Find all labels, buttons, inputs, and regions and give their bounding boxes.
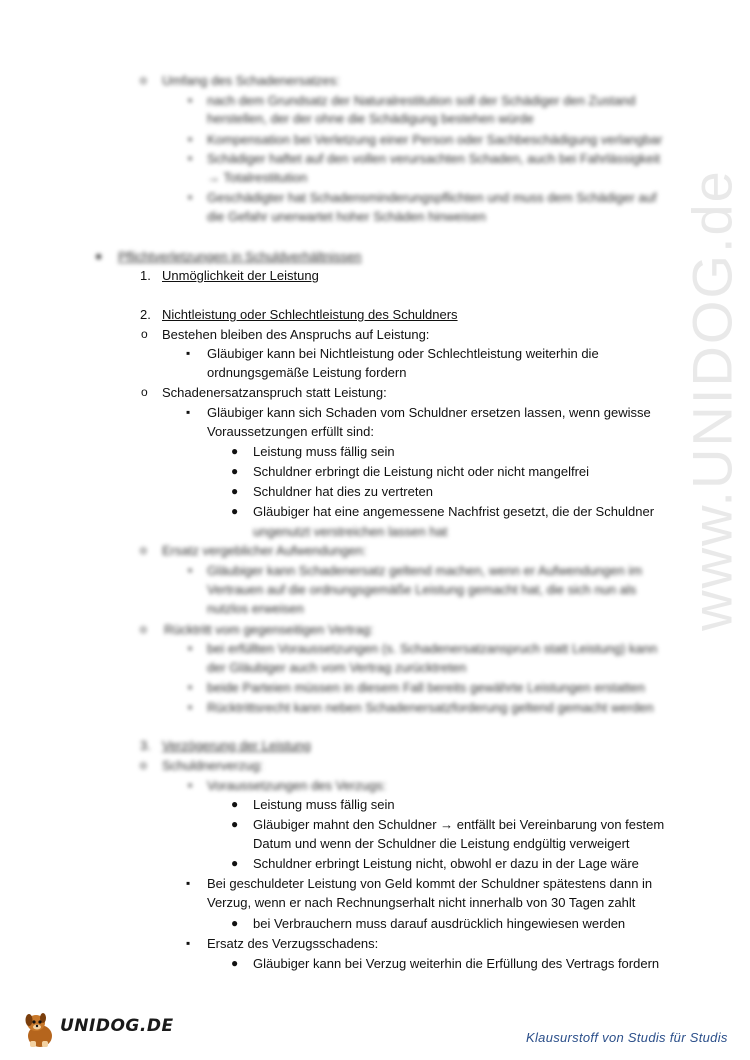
blurred-heading: Umfang des Schadenersatzes: <box>162 73 340 88</box>
square-bullet-icon: ▪ <box>188 680 193 694</box>
text-line: bei Verbrauchern muss darauf ausdrücklich hingewiesen werden <box>253 916 626 931</box>
blurred-heading: Rücktritt vom gegenseitigen Vertrag: <box>164 622 374 637</box>
item-number: 2. <box>140 307 151 322</box>
text-line: Gläubiger kann sich Schaden vom Schuldner ersetzen lassen, wenn gewisse <box>207 405 651 420</box>
text-line: ordnungsgemäße Leistung fordern <box>207 365 407 380</box>
text-line: Bei geschuldeter Leistung von Geld kommt der Schuldner spätestens dann in <box>207 876 653 891</box>
blurred-line: Vertrauen auf die ordnungsgemäße Leistung gemacht hat, die sich nun als <box>207 582 637 597</box>
blurred-heading: Verzögerung der Leistung <box>162 738 311 753</box>
blurred-line: die Gefahr unerwartet hoher Schäden hinweisen <box>207 209 486 224</box>
blurred-line: nutzlos erweisen <box>207 601 304 616</box>
verzug-condition: Leistung muss fällig sein <box>253 797 395 812</box>
condition-item: Schuldner erbringt die Leistung nicht oder nicht mangelfrei <box>253 464 590 479</box>
condition-item: Gläubiger hat eine angemessene Nachfrist gesetzt, die der Schuldner <box>253 504 655 519</box>
blurred-line: herstellen, der der ohne die Schädigung bestehen würde <box>207 111 534 126</box>
blurred-line: → Totalrestitution <box>207 170 308 185</box>
circle-bullet-icon: o <box>141 327 148 341</box>
bullet-icon: ● <box>231 856 239 870</box>
blurred-line: der Gläubiger auch vom Vertrag zurücktreten <box>207 660 467 675</box>
subheading-verzugsschaden: Ersatz des Verzugsschadens: <box>207 936 379 951</box>
circle-bullet-icon: o <box>140 622 147 636</box>
blurred-line: bei erfüllten Voraussetzungen (s. Schadenersatzanspruch statt Leistung) kann <box>207 641 658 656</box>
square-bullet-icon: ▪ <box>188 641 193 655</box>
blurred-line: Gläubiger kann Schadenersatz geltend machen, wenn er Aufwendungen im <box>207 563 643 578</box>
condition-item: Schuldner hat dies zu vertreten <box>253 484 433 499</box>
blurred-heading: Voraussetzungen des Verzugs: <box>207 778 387 793</box>
square-bullet-icon: ▪ <box>186 346 191 360</box>
bullet-icon: ● <box>231 956 239 970</box>
blurred-line: beide Parteien müssen in diesem Fall bereits gewährte Leistungen erstatten <box>207 680 645 695</box>
blurred-line: nach dem Grundsatz der Naturalrestitution soll der Schädiger den Zustand <box>207 93 636 108</box>
logo-text: UNIDOG.DE <box>60 1016 174 1036</box>
blurred-line: Geschädigter hat Schadensminderungspflichten und muss dem Schädiger auf <box>207 190 657 205</box>
dog-mascot-icon <box>22 1010 60 1050</box>
square-bullet-icon: ▪ <box>188 151 193 165</box>
unidog-logo <box>22 1010 174 1050</box>
verzug-condition: Gläubiger mahnt den Schuldner → entfällt bei Vereinbarung von festem <box>253 817 665 832</box>
text-line: Gläubiger kann bei Verzug weiterhin die Erfüllung des Vertrags fordern <box>253 956 660 971</box>
item-number: 1. <box>140 268 151 283</box>
square-bullet-icon: ▪ <box>188 778 193 792</box>
condition-item: Leistung muss fällig sein <box>253 444 395 459</box>
heading-nichtleistung: Nichtleistung oder Schlechtleistung des Schuldners <box>162 307 458 322</box>
bullet-icon: ● <box>231 504 239 518</box>
blurred-line: Schädiger haftet auf den vollen verursachten Schaden, auch bei Fahrlässigkeit <box>207 151 661 166</box>
section-title: Pflichtverletzungen in Schuldverhältnissen <box>118 249 362 264</box>
footer-slogan: Klausurstoff von Studis für Studis <box>526 1030 728 1045</box>
bullet-icon: ● <box>231 444 239 458</box>
condition-item: ungenutzt verstreichen lassen hat <box>253 524 448 539</box>
bullet-icon: ● <box>231 916 239 930</box>
blurred-heading: Ersatz vergeblicher Aufwendungen: <box>162 543 367 558</box>
watermark: www.UNIDOG.de <box>680 169 744 631</box>
square-bullet-icon: ▪ <box>188 132 193 146</box>
circle-bullet-icon: o <box>140 758 147 772</box>
square-bullet-icon: ▪ <box>186 936 191 950</box>
text-line: Voraussetzungen erfüllt sind: <box>207 424 374 439</box>
square-bullet-icon: ▪ <box>188 700 193 714</box>
bullet-icon: ● <box>95 249 103 263</box>
circle-bullet-icon: o <box>140 543 147 557</box>
square-bullet-icon: ▪ <box>186 405 191 419</box>
square-bullet-icon: ▪ <box>188 93 193 107</box>
bullet-icon: ● <box>231 817 239 831</box>
verzug-condition: Datum und wenn der Schuldner die Leistung endgültig verweigert <box>253 836 630 851</box>
text-line: Verzug, wenn er nach Rechnungserhalt nicht innerhalb von 30 Tagen zahlt <box>207 895 636 910</box>
text-line: Gläubiger kann bei Nichtleistung oder Schlechtleistung weiterhin die <box>207 346 599 361</box>
blurred-line: Kompensation bei Verletzung einer Person oder Sachbeschädigung verlangbar <box>207 132 663 147</box>
subheading-bestehen: Bestehen bleiben des Anspruchs auf Leistung: <box>162 327 430 342</box>
bullet-icon: ● <box>231 464 239 478</box>
bullet-icon: ● <box>231 484 239 498</box>
heading-unmoeglichkeit: Unmöglichkeit der Leistung <box>162 268 319 283</box>
item-number: 3. <box>140 738 151 753</box>
subheading-schadenersatz: Schadenersatzanspruch statt Leistung: <box>162 385 387 400</box>
verzug-condition: Schuldner erbringt Leistung nicht, obwohl er dazu in der Lage wäre <box>253 856 639 871</box>
circle-bullet-icon: o <box>140 73 147 87</box>
square-bullet-icon: ▪ <box>186 876 191 890</box>
square-bullet-icon: ▪ <box>188 190 193 204</box>
bullet-icon: ● <box>231 797 239 811</box>
blurred-heading: Schuldnerverzug: <box>162 758 264 773</box>
circle-bullet-icon: o <box>141 385 148 399</box>
blurred-line: Rücktrittsrecht kann neben Schadenersatzforderung geltend gemacht werden <box>207 700 654 715</box>
square-bullet-icon: ▪ <box>188 563 193 577</box>
